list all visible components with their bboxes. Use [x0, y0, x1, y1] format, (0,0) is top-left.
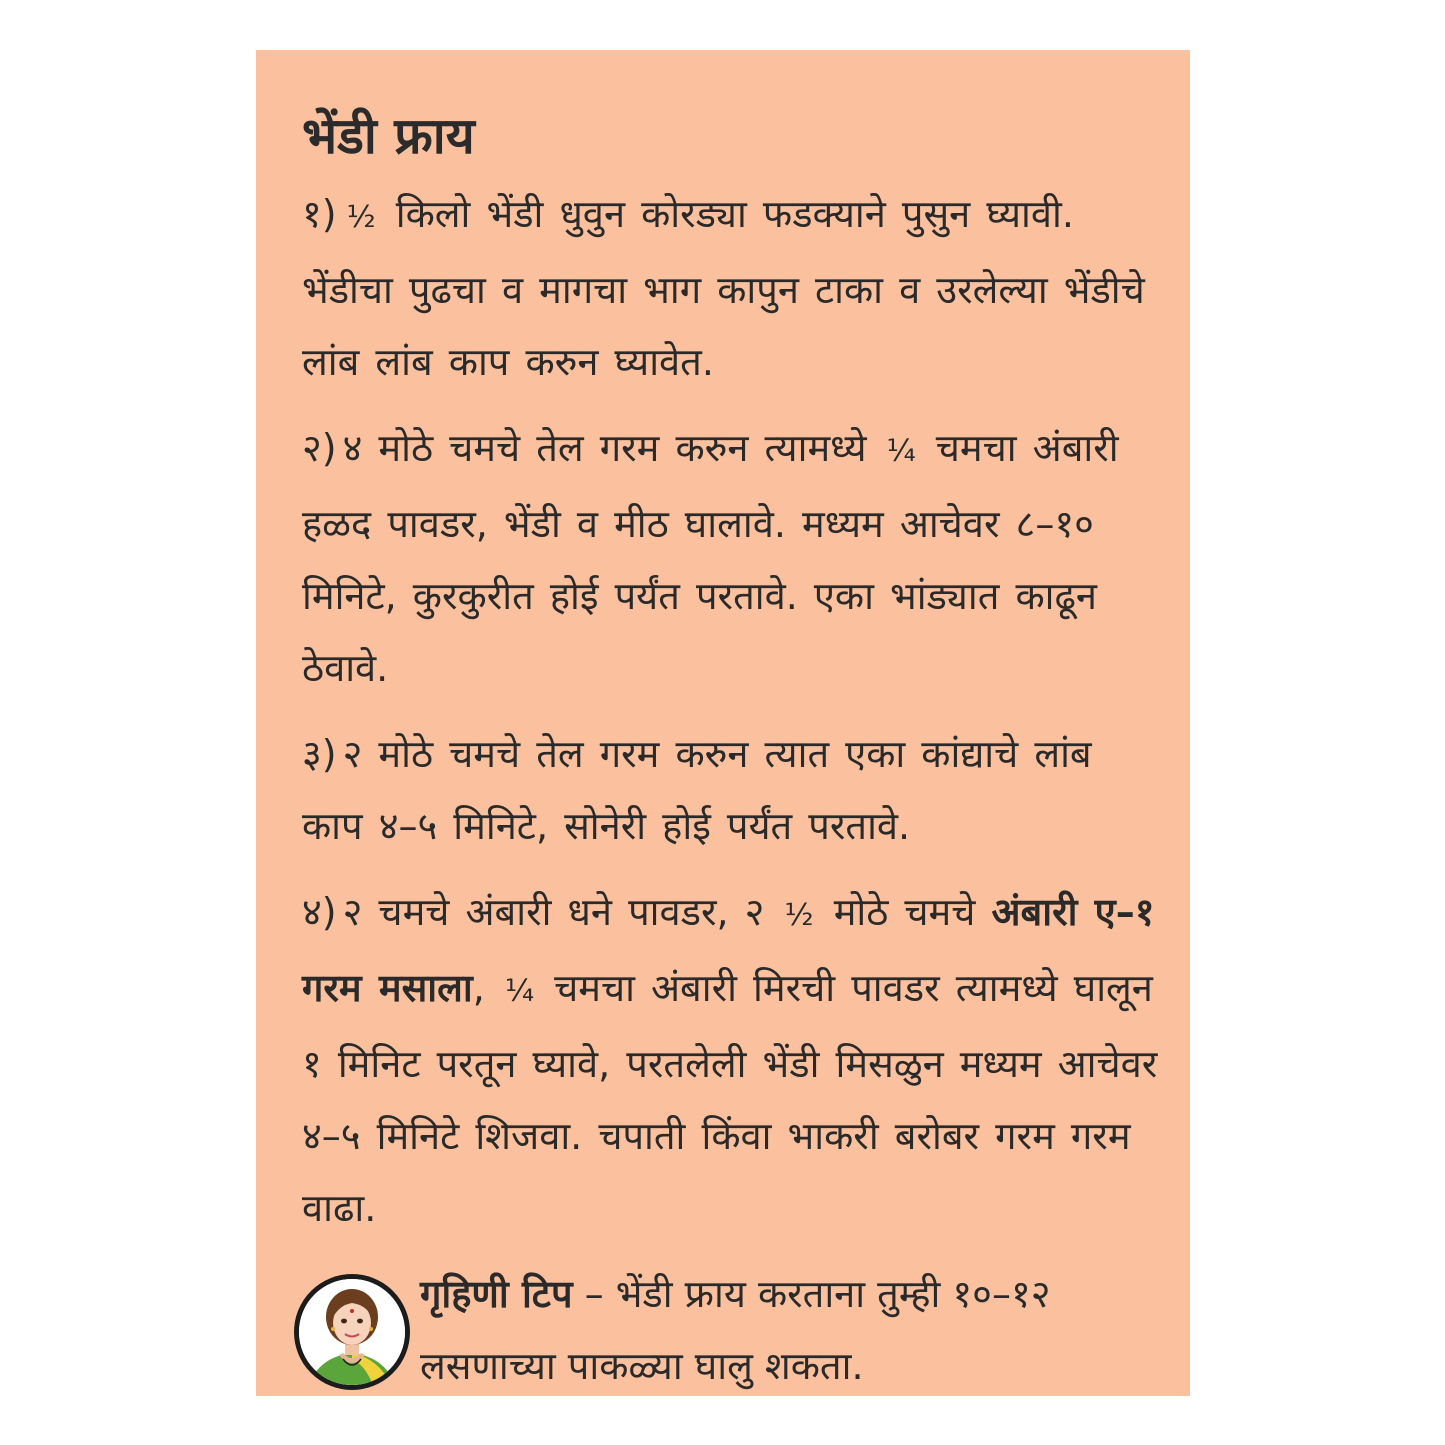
recipe-step-3 [302, 718, 1160, 862]
step-text: , [472, 966, 485, 1010]
step-number: २) [302, 426, 337, 470]
step-number: ४) [302, 890, 337, 934]
step-text: २ चमचे अंबारी धने पावडर, २ [342, 890, 765, 934]
step-text: मोठे चमचे [833, 890, 976, 934]
step-text: ४ मोठे चमचे तेल गरम करुन त्यामध्ये [342, 426, 867, 470]
step-fraction: ½ [346, 200, 376, 235]
recipe-title: भेंडी फ्राय [302, 107, 475, 165]
step-highlight: अंबारी ए–१ गरम मसाला [302, 890, 1155, 1010]
step-text: २ मोठे चमचे तेल गरम करुन त्यात एका कांद्याचे लांब काप ४–५ मिनिटे, सोनेरी होई पर्यंत परतावे. [302, 732, 1092, 848]
step-number: ३) [302, 732, 337, 776]
step-fraction: ¼ [886, 434, 916, 469]
tip-text: – भेंडी फ्राय करताना तुम्ही १०–१२ लसणाच्या पाकळ्या घालु शकता. [420, 1272, 1051, 1388]
recipe-step-1 [302, 178, 1160, 398]
tip-label: गृहिणी टिप [420, 1272, 573, 1316]
recipe-steps [302, 178, 1160, 1244]
housewife-tip [302, 1258, 1160, 1402]
step-text: चमचा अंबारी हळद पावडर, भेंडी व मीठ घालावे. मध्यम आचेवर ८–१० मिनिटे, कुरकुरीत होई पर्यंत परतावे. एका भांड्यात काढून ठेवावे. [302, 426, 1119, 690]
step-fraction: ¼ [504, 974, 535, 1009]
step-fraction: ½ [784, 898, 814, 933]
housewife-avatar-icon [294, 1274, 410, 1390]
step-text: चमचा अंबारी मिरची पावडर त्यामध्ये घालून १ मिनिट परतून घ्यावे, परतलेली भेंडी मिसळुन मध्यम आचेवर ४–५ मिनिटे शिजवा. चपाती किंवा भाकरी बरोबर गरम गरम वाढा. [302, 966, 1158, 1230]
step-number: १) [302, 192, 337, 236]
recipe-step-4 [302, 876, 1160, 1244]
recipe-card [256, 50, 1190, 1396]
recipe-step-2 [302, 412, 1160, 704]
step-text: किलो भेंडी धुवुन कोरड्या फडक्याने पुसुन घ्यावी. भेंडीचा पुढचा व मागचा भाग कापुन टाका व उरलेल्या भेंडीचे लांब लांब काप करुन घ्यावेत. [302, 192, 1145, 384]
